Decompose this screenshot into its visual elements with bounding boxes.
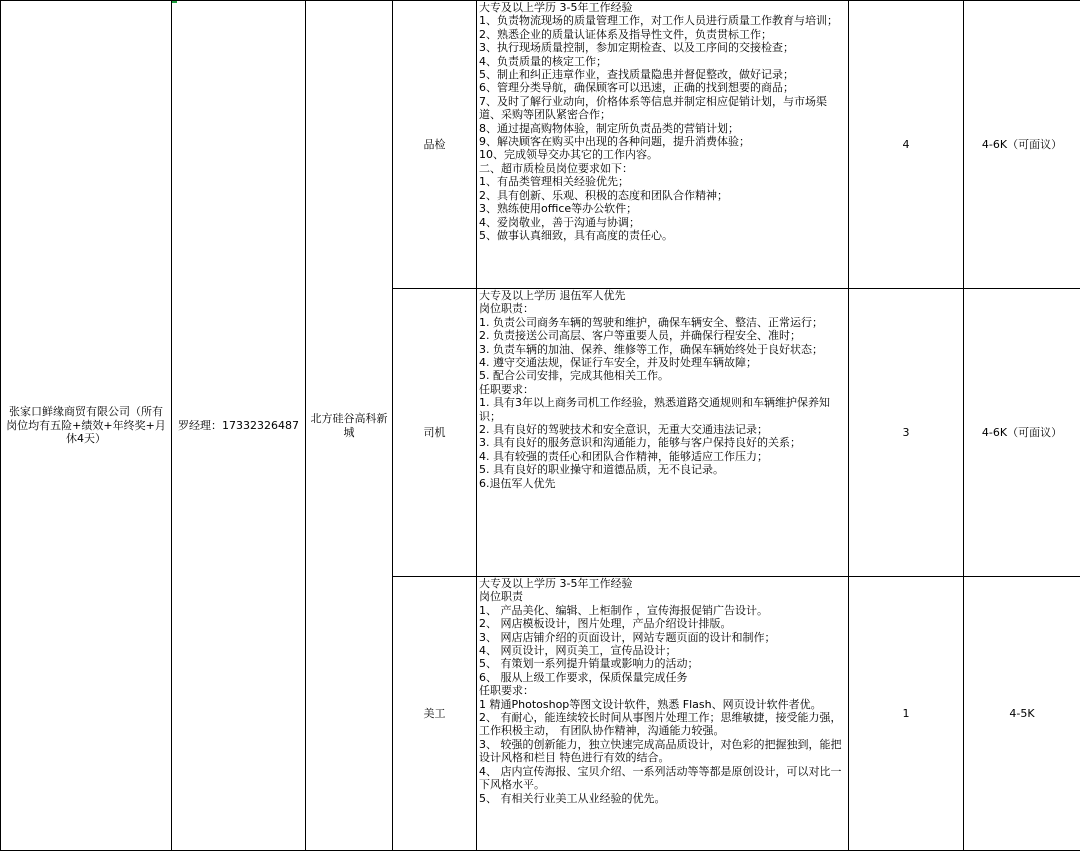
description-line: 大专及以上学历 3-5年工作经验: [479, 577, 633, 590]
description-line: 6、 服从上级工作要求，保质保量完成任务: [479, 670, 688, 684]
description-line: 2、熟悉企业的质量认证体系及指导性文件，负责贯标工作；: [479, 27, 772, 41]
salary-cell[interactable]: [964, 1, 1080, 289]
description-line: 8、通过提高购物体验，制定所负责品类的营销计划；: [479, 121, 739, 135]
description-line: 2. 负责接送公司高层、客户等重要人员，并确保行程安全、准时；: [479, 329, 801, 343]
description-line: 6、管理分类导航，确保顾客可以迅速，正确的找到想要的商品；: [479, 81, 794, 95]
description-line: 5、制止和纠正违章作业，查找质量隐患并督促整改，做好记录；: [479, 68, 794, 82]
job-description: [479, 577, 845, 805]
description-line: 1、 产品美化、编辑、上柜制作 ，宣传海报促销广告设计。: [479, 603, 768, 617]
salary: 4-5K: [1009, 706, 1035, 720]
description-line: 3. 具有良好的服务意识和沟通能力，能够与客户保持良好的关系；: [479, 436, 801, 450]
position-cell[interactable]: [393, 577, 477, 851]
description-line: 7、及时了解行业动向，价格体系等信息并制定相应促销计划，与市场渠道、采购等团队紧密合作；: [479, 94, 827, 122]
headcount-cell[interactable]: [849, 289, 964, 577]
description-line: 5. 配合公司安排，完成其他相关工作。: [479, 369, 669, 383]
description-line: 3、执行现场质量控制，参加定期检查、以及工序间的交接检查；: [479, 41, 794, 55]
description-line: 10、完成领导交办其它的工作内容。: [479, 148, 658, 162]
position-title: 美工: [423, 706, 446, 720]
work-location: 北方硅谷高科新城: [310, 412, 388, 439]
description-line: 1. 具有3年以上商务司机工作经验，熟悉道路交通规则和车辆维护保养知识；: [479, 396, 830, 423]
job-description: [479, 1, 845, 242]
position-cell[interactable]: [393, 289, 477, 577]
description-line: 4、爱岗敬业，善于沟通与协调；: [479, 215, 640, 229]
headcount: 4: [902, 137, 910, 151]
description-cell[interactable]: [477, 1, 849, 289]
description-line: 4. 具有较强的责任心和团队合作精神，能够适应工作压力；: [479, 449, 768, 463]
description-line: 4. 遵守交通法规，保证行车安全，并及时处理车辆故障；: [479, 356, 757, 370]
description-line: 9、解决顾客在购买中出现的各种问题，提升消费体验；: [479, 135, 750, 149]
description-line: 1 精通Photoshop等图文设计软件，熟悉 Flash、网页设计软件者优。: [479, 697, 822, 711]
position-title: 品检: [423, 137, 446, 151]
headcount: 3: [902, 425, 910, 439]
description-line: 1. 负责公司商务车辆的驾驶和维护，确保车辆安全、整洁、正常运行；: [479, 315, 823, 329]
table-row: [1, 1, 1080, 289]
description-line: 5、 有策划一系列提升销量或影响力的活动；: [479, 657, 699, 671]
description-line: 1、有品类管理相关经验优先；: [479, 175, 629, 189]
headcount-cell[interactable]: [849, 1, 964, 289]
description-line: 大专及以上学历 退伍军人优先: [479, 289, 626, 302]
description-cell[interactable]: [477, 577, 849, 851]
description-line: 4、 店内宣传海报、宝贝介绍、一系列活动等等都是原创设计，可以对比一下风格水平。: [479, 764, 842, 792]
description-line: 2、 网店模板设计，图片处理，产品介绍设计排版。: [479, 617, 732, 631]
description-line: 岗位职责：: [479, 302, 534, 316]
position-cell[interactable]: [393, 1, 477, 289]
description-line: 3、 较强的创新能力，独立快速完成高品质设计，对色彩的把握独到，能把设计风格和栏目 特色进行有效的结合。: [479, 737, 842, 765]
description-line: 4、负责质量的核定工作；: [479, 54, 607, 68]
position-title: 司机: [423, 425, 446, 439]
contact-info: 罗经理：17332326487: [178, 418, 299, 432]
company-cell[interactable]: [1, 1, 172, 851]
description-line: 二、超市质检员岗位要求如下：: [479, 161, 633, 175]
description-line: 大专及以上学历 3-5年工作经验: [479, 1, 633, 14]
description-line: 任职要求：: [479, 382, 534, 396]
description-line: 5、做事认真细致，具有高度的责任心。: [479, 228, 673, 242]
description-line: 2、具有创新、乐观、积极的态度和团队合作精神；: [479, 188, 728, 202]
description-line: 6.退伍军人优先: [479, 476, 556, 490]
description-line: 5、 有相关行业美工从业经验的优先。: [479, 791, 666, 805]
salary: 4-6K（可面议）: [981, 425, 1063, 439]
description-cell[interactable]: [477, 289, 849, 577]
description-line: 4、 网页设计，网页美工，宣传品设计；: [479, 644, 677, 658]
salary-cell[interactable]: [964, 289, 1080, 577]
description-line: 2、 有耐心，能连续较长时间从事图片处理工作；思维敏捷，接受能力强，工作积极主动， 有团队协作精神，沟通能力较强。: [479, 711, 842, 738]
location-cell[interactable]: [306, 1, 393, 851]
description-line: 3. 负责车辆的加油、保养、维修等工作，确保车辆始终处于良好状态；: [479, 342, 823, 356]
salary-cell[interactable]: [964, 577, 1080, 851]
description-line: 3、熟练使用office等办公软件；: [479, 202, 638, 216]
company-name: 张家口鲜缘商贸有限公司（所有岗位均有五险+绩效+年终奖+月休4天）: [6, 405, 166, 446]
headcount-cell[interactable]: [849, 577, 964, 851]
description-line: 岗位职责: [479, 590, 523, 604]
description-line: 5. 具有良好的职业操守和道德品质，无不良记录。: [479, 463, 724, 477]
contact-cell[interactable]: [172, 1, 306, 851]
headcount: 1: [902, 706, 910, 720]
salary: 4-6K（可面议）: [981, 137, 1063, 151]
job-description: [479, 289, 845, 490]
description-line: 3、 网店店铺介绍的页面设计，网站专题页面的设计和制作；: [479, 630, 776, 644]
description-line: 任职要求：: [479, 684, 534, 698]
description-line: 2. 具有良好的驾驶技术和安全意识，无重大交通违法记录；: [479, 423, 768, 437]
description-line: 1、负责物流现场的质量管理工作，对工作人员进行质量工作教育与培训；: [479, 14, 838, 28]
